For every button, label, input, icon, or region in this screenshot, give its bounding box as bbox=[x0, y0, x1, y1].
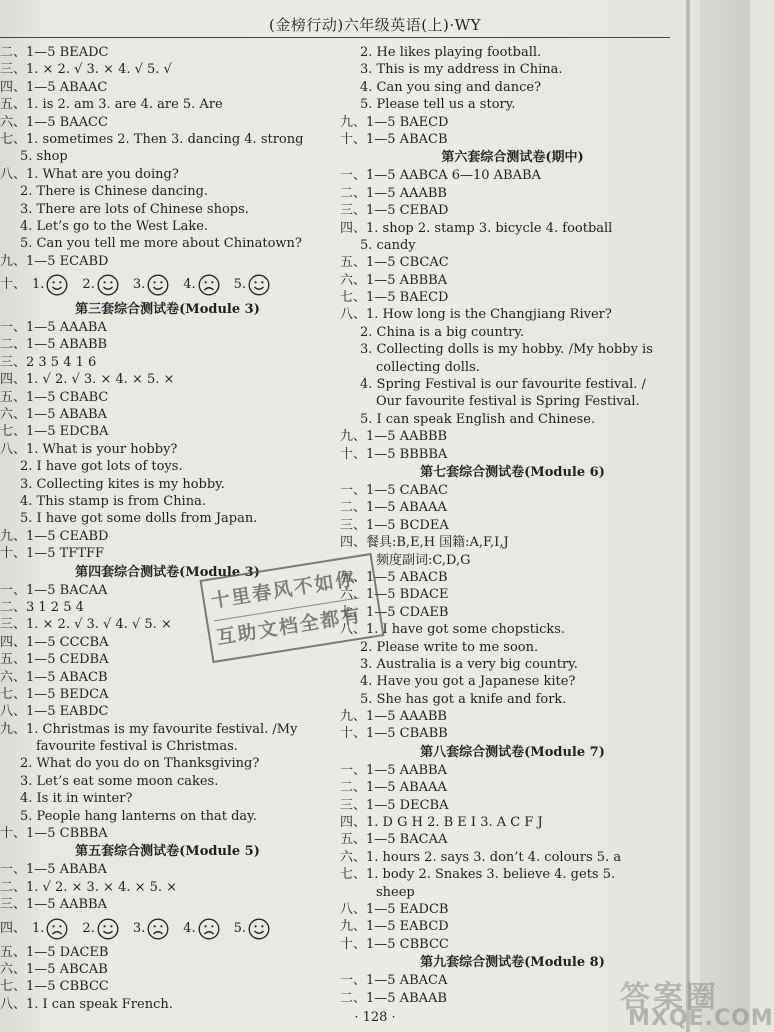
answer-line: 3. Collecting kites is my hobby. bbox=[20, 476, 225, 492]
answer-line: 5. I have got some dolls from Japan. bbox=[20, 511, 258, 527]
answer-line: 2. What do you do on Thanksgiving? bbox=[20, 756, 260, 772]
item-number: 3. bbox=[132, 920, 146, 936]
sad-face-icon bbox=[198, 918, 220, 940]
answer-line: 三、1—5 AABBA bbox=[0, 897, 107, 913]
answer-line: 三、1—5 CEBAD bbox=[340, 203, 449, 219]
answer-line: 3. This is my address in China. bbox=[360, 62, 563, 78]
answer-line: 3. Collecting dolls is my hobby. /My hobby is bbox=[360, 342, 653, 358]
smiley-face-icon bbox=[147, 274, 169, 296]
answer-line: 九、1—5 EABCD bbox=[340, 919, 449, 935]
left-column bbox=[0, 44, 335, 1013]
answer-line: 六、1—5 ABABA bbox=[0, 407, 107, 423]
answer-line: 九、1—5 AABBB bbox=[340, 429, 448, 445]
answer-line: 四、1. √ 2. √ 3. × 4. × 5. × bbox=[0, 372, 175, 388]
answer-line: 六、1—5 BAACC bbox=[0, 114, 108, 130]
smiley-face-icon bbox=[97, 918, 119, 940]
answer-line: 十、1—5 ABACB bbox=[340, 131, 448, 147]
answer-line: 七、1—5 BEDCA bbox=[0, 686, 109, 702]
item-number: 1. bbox=[32, 920, 45, 936]
answer-line: 二、1. √ 2. × 3. × 4. × 5. × bbox=[0, 879, 178, 895]
answer-line: 九、1—5 CEABD bbox=[0, 528, 109, 544]
answer-line: 二、1—5 ABABB bbox=[0, 337, 108, 353]
sad-face-icon bbox=[198, 274, 220, 296]
face-answer-item bbox=[133, 918, 169, 940]
answer-line: 八、1—5 EADCB bbox=[340, 901, 449, 917]
answer-line: 七、1—5 CBBCC bbox=[0, 979, 109, 995]
answer-line: 二、1—5 ABAAB bbox=[340, 990, 447, 1006]
answer-line: 六、1—5 BDACE bbox=[340, 587, 449, 603]
answer-line: 三、1—5 DECBA bbox=[340, 797, 449, 813]
section-title: 第四套综合测试卷(Module 3) bbox=[75, 564, 260, 580]
answer-line: 4. This stamp is from China. bbox=[20, 493, 206, 509]
answer-line: 七、1. sometimes 2. Then 3. dancing 4. strong bbox=[0, 131, 304, 147]
answer-line: 频度副词:C,D,G bbox=[376, 552, 471, 568]
answer-line: 十、1—5 CBBCC bbox=[340, 936, 449, 952]
answer-line: 六、1—5 ABCAB bbox=[0, 961, 108, 977]
answer-line: sheep bbox=[376, 884, 415, 900]
answer-line: 四、1. D G H 2. B E I 3. A C F J bbox=[340, 815, 543, 831]
answer-line: 五、1—5 CBCAC bbox=[340, 255, 449, 271]
answer-line: 二、1—5 BEADC bbox=[0, 45, 109, 60]
answer-line: 十、1—5 TFTFF bbox=[0, 546, 105, 562]
answer-line: 一、1—5 BACAA bbox=[0, 582, 108, 598]
answer-line: 六、1. hours 2. says 3. don’t 4. colours 5. a bbox=[340, 849, 622, 865]
page-header: (金榜行动)六年级英语(上)·WY bbox=[269, 16, 481, 34]
answer-line: 四、1—5 ABAAC bbox=[0, 79, 108, 95]
face-answer-item bbox=[133, 274, 169, 296]
answer-line: 四、1—5 CCCBA bbox=[0, 634, 109, 650]
section-title: 第五套综合测试卷(Module 5) bbox=[75, 844, 260, 860]
answer-line: 5. She has got a knife and fork. bbox=[360, 691, 567, 707]
section-title: 第三套综合测试卷(Module 3) bbox=[75, 302, 260, 318]
answer-line: 二、1—5 ABAAA bbox=[340, 500, 447, 516]
answer-line: 十、1—5 CBBBA bbox=[0, 826, 108, 842]
answer-line: 三、1—5 BCDEA bbox=[340, 517, 449, 533]
answer-line: 二、1—5 ABAAA bbox=[340, 780, 447, 796]
answer-line: 2. I have got lots of toys. bbox=[20, 459, 183, 475]
answer-line: 三、2 3 5 4 1 6 bbox=[0, 354, 97, 370]
answer-line: 2. He likes playing football. bbox=[360, 45, 542, 60]
answer-line: 三、1. × 2. √ 3. √ 4. √ 5. × bbox=[0, 617, 172, 633]
watermark-line-1: 答案圈 bbox=[620, 980, 719, 1015]
answer-line: 一、1—5 AAABA bbox=[0, 320, 107, 336]
item-number: 4. bbox=[183, 277, 196, 293]
answer-line: 2. There is Chinese dancing. bbox=[20, 184, 209, 200]
face-answer-row bbox=[0, 270, 335, 300]
face-answer-item bbox=[32, 274, 68, 296]
answer-line: 八、1. What is your hobby? bbox=[0, 441, 178, 457]
item-number: 2. bbox=[82, 920, 95, 936]
header-rule bbox=[0, 37, 670, 38]
answer-line: 一、1—5 CABAC bbox=[340, 482, 448, 498]
answer-line: 五、1—5 CEDBA bbox=[0, 652, 109, 668]
item-number: 2. bbox=[82, 277, 95, 293]
answer-line: 九、1—5 AAABB bbox=[340, 709, 447, 725]
answer-line: 4. Have you got a Japanese kite? bbox=[360, 674, 576, 690]
answer-line: 五、1. is 2. am 3. are 4. are 5. Are bbox=[0, 97, 223, 113]
answer-line: favourite festival is Christmas. bbox=[36, 739, 238, 755]
answer-line: 五、1—5 BACAA bbox=[340, 832, 448, 848]
answer-line: 五、1—5 DACEB bbox=[0, 944, 109, 960]
item-number: 5. bbox=[233, 277, 247, 293]
answer-line: 4. Spring Festival is our favourite festival. / bbox=[360, 377, 646, 393]
face-answer-item bbox=[82, 918, 118, 940]
answer-line: 4. Can you sing and dance? bbox=[360, 79, 542, 95]
smiley-face-icon bbox=[46, 274, 68, 296]
smiley-face-icon bbox=[97, 274, 119, 296]
answer-line: 八、1—5 EABDC bbox=[0, 704, 109, 720]
answer-line: 八、1. What are you doing? bbox=[0, 166, 179, 182]
item-number: 1. bbox=[32, 277, 45, 293]
answer-line: 2. Please write to me soon. bbox=[360, 639, 539, 655]
face-answer-item bbox=[32, 918, 68, 940]
item-number: 5. bbox=[233, 920, 247, 936]
stamp-line-1: 十里春风不如你 bbox=[209, 567, 358, 613]
answer-line: 一、1—5 ABACA bbox=[340, 973, 448, 989]
answer-line: 九、1—5 ECABD bbox=[0, 253, 109, 269]
answer-line: 六、1—5 ABBBA bbox=[340, 272, 448, 288]
answer-line: 十、1—5 CBABB bbox=[340, 726, 448, 742]
answer-line: 五、1—5 CBABC bbox=[0, 389, 109, 405]
question-number: 四、 bbox=[0, 920, 27, 936]
face-answer-item bbox=[82, 274, 118, 296]
face-answer-row bbox=[0, 914, 335, 944]
answer-line: 七、1—5 CDAEB bbox=[340, 604, 449, 620]
answer-line: 七、1. body 2. Snakes 3. believe 4. gets 5. bbox=[340, 867, 616, 883]
face-answer-item bbox=[183, 918, 219, 940]
answer-line: 七、1—5 BAECD bbox=[340, 290, 449, 306]
answer-line: 八、1. I can speak French. bbox=[0, 996, 173, 1012]
answer-line: 二、3 1 2 5 4 bbox=[0, 599, 84, 615]
page-binding-edge bbox=[686, 0, 690, 1032]
page-binding-shadow bbox=[700, 0, 750, 1032]
answer-line: 5. Please tell us a story. bbox=[360, 97, 516, 113]
answer-line: collecting dolls. bbox=[376, 359, 480, 375]
answer-line: 5. candy bbox=[360, 237, 416, 253]
answer-line: 4. Is it in winter? bbox=[20, 791, 133, 807]
right-column bbox=[340, 44, 685, 1007]
answer-line: 3. Australia is a very big country. bbox=[360, 656, 578, 672]
answer-line: 四、1. shop 2. stamp 3. bicycle 4. football bbox=[340, 220, 613, 236]
smiley-face-icon bbox=[248, 918, 270, 940]
answer-line: 八、1. I have got some chopsticks. bbox=[340, 622, 566, 638]
sad-face-icon bbox=[147, 918, 169, 940]
face-answer-item bbox=[183, 274, 219, 296]
answer-line: 五、1—5 ABACB bbox=[340, 569, 448, 585]
answer-line: 5. I can speak English and Chinese. bbox=[360, 411, 596, 427]
answer-line: 一、1—5 AABBA bbox=[340, 762, 447, 778]
answer-line: Our favourite festival is Spring Festival. bbox=[376, 394, 640, 410]
answer-line: 八、1. How long is the Changjiang River? bbox=[340, 307, 612, 323]
smiley-face-icon bbox=[248, 274, 270, 296]
answer-line: 一、1—5 AABCA 6—10 ABABA bbox=[340, 168, 541, 184]
section-title: 第七套综合测试卷(Module 6) bbox=[420, 464, 605, 480]
section-title: 第九套综合测试卷(Module 8) bbox=[420, 955, 605, 971]
stamp-line-2: 互助文档全都有 bbox=[214, 597, 364, 650]
page-number: · 128 · bbox=[354, 1010, 396, 1025]
answer-line: 3. There are lots of Chinese shops. bbox=[20, 201, 249, 217]
answer-line: 2. China is a big country. bbox=[360, 324, 525, 340]
answer-line: 六、1—5 ABACB bbox=[0, 669, 108, 685]
item-number: 3. bbox=[132, 277, 146, 293]
question-number: 十、 bbox=[0, 277, 27, 293]
answer-line: 5. shop bbox=[20, 149, 68, 165]
watermark-line-2: MXQE.COM bbox=[628, 1006, 774, 1031]
answer-line: 5. Can you tell me more about Chinatown? bbox=[20, 236, 302, 252]
face-answer-item bbox=[234, 918, 270, 940]
answer-line: 七、1—5 EDCBA bbox=[0, 424, 109, 440]
answer-line: 一、1—5 ABABA bbox=[0, 862, 107, 878]
answer-line: 三、1. × 2. √ 3. × 4. √ 5. √ bbox=[0, 62, 172, 78]
answer-line: 4. Let’s go to the West Lake. bbox=[20, 218, 209, 234]
answer-line: 九、1. Christmas is my favourite festival. /My bbox=[0, 721, 298, 737]
sad-face-icon bbox=[46, 918, 68, 940]
item-number: 4. bbox=[183, 920, 196, 936]
face-answer-item bbox=[234, 274, 270, 296]
answer-line: 四、餐具:B,E,H 国籍:A,F,I,J bbox=[340, 535, 509, 551]
answer-line: 二、1—5 AAABB bbox=[340, 185, 447, 201]
section-title: 第八套综合测试卷(Module 7) bbox=[420, 744, 605, 760]
section-title: 第六套综合测试卷(期中) bbox=[441, 150, 584, 166]
answer-line: 3. Let’s eat some moon cakes. bbox=[20, 773, 219, 789]
answer-line: 十、1—5 BBBBA bbox=[340, 446, 448, 462]
answer-line: 九、1—5 BAECD bbox=[340, 114, 449, 130]
answer-line: 5. People hang lanterns on that day. bbox=[20, 808, 257, 824]
